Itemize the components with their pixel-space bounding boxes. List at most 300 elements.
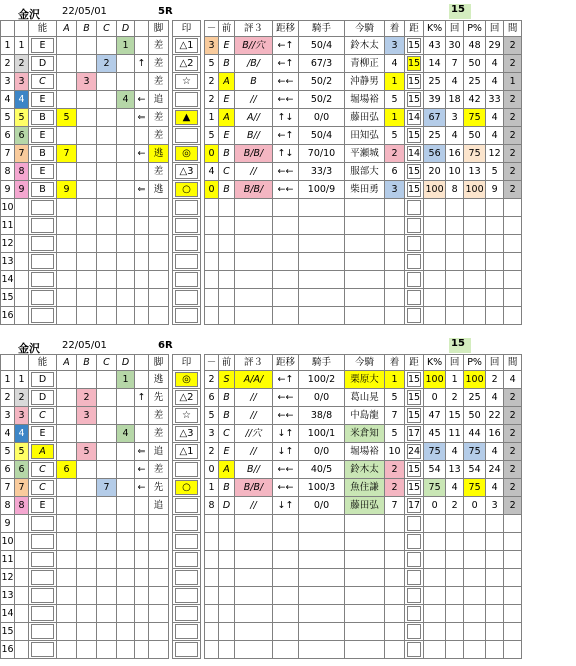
rank-b: 3 bbox=[77, 73, 97, 91]
ability-grade: E bbox=[31, 92, 54, 107]
prev-grade: B bbox=[219, 181, 235, 199]
empty-cell bbox=[299, 569, 345, 587]
empty-cell bbox=[486, 569, 504, 587]
empty-cell bbox=[486, 515, 504, 533]
empty-cell bbox=[205, 569, 219, 587]
empty-cell bbox=[405, 605, 424, 623]
empty-cell bbox=[446, 515, 464, 533]
prev-grade: B bbox=[219, 389, 235, 407]
empty-cell bbox=[173, 605, 201, 623]
rank-c bbox=[97, 407, 117, 425]
empty-cell bbox=[15, 551, 29, 569]
empty-cell bbox=[299, 253, 345, 271]
horse-row[interactable] bbox=[1, 407, 522, 425]
current-jockey: 柴田勇 bbox=[345, 181, 385, 199]
gate-number: 2 bbox=[15, 389, 29, 407]
empty-cell bbox=[273, 641, 299, 659]
eval3: // bbox=[235, 407, 273, 425]
ability-grade: C bbox=[31, 408, 54, 423]
k-percent: 100 bbox=[424, 371, 446, 389]
empty-cell bbox=[446, 623, 464, 641]
horse-row[interactable] bbox=[1, 73, 522, 91]
p-percent: 44 bbox=[464, 425, 486, 443]
empty-cell bbox=[149, 253, 169, 271]
horse-row[interactable] bbox=[1, 181, 522, 199]
running-style: 追 bbox=[149, 443, 169, 461]
empty-cell bbox=[15, 289, 29, 307]
empty-cell bbox=[299, 533, 345, 551]
empty-cell bbox=[29, 533, 57, 551]
prev-grade: A bbox=[219, 461, 235, 479]
minus-value: 0 bbox=[205, 461, 219, 479]
rank-b bbox=[77, 497, 97, 515]
jockey-stat: 50/2 bbox=[299, 91, 345, 109]
empty-cell bbox=[405, 551, 424, 569]
p-percent: 13 bbox=[464, 163, 486, 181]
empty-cell bbox=[504, 641, 522, 659]
col-header-gap: 間 bbox=[504, 21, 522, 37]
minus-value: 1 bbox=[205, 479, 219, 497]
empty-cell bbox=[345, 199, 385, 217]
empty-cell bbox=[205, 289, 219, 307]
ability-cell bbox=[29, 389, 57, 407]
minus-value: 6 bbox=[205, 389, 219, 407]
empty-cell bbox=[504, 307, 522, 325]
row-number: 13 bbox=[1, 253, 15, 271]
empty-cell bbox=[29, 641, 57, 659]
empty-cell bbox=[385, 641, 405, 659]
distance-value bbox=[407, 552, 421, 567]
distance-value: 17 bbox=[408, 500, 421, 511]
empty-row bbox=[1, 533, 522, 551]
empty-cell bbox=[117, 551, 135, 569]
ability-cell bbox=[29, 109, 57, 127]
interval: 2 bbox=[504, 443, 522, 461]
k-percent: 47 bbox=[424, 407, 446, 425]
empty-cell bbox=[464, 623, 486, 641]
running-style: 差 bbox=[149, 37, 169, 55]
current-jockey: 魚住謙 bbox=[345, 479, 385, 497]
finish-position: 3 bbox=[385, 37, 405, 55]
k-runs: 30 bbox=[446, 37, 464, 55]
rank-a: 6 bbox=[57, 461, 77, 479]
empty-cell bbox=[15, 253, 29, 271]
empty-cell bbox=[504, 235, 522, 253]
p-runs: 12 bbox=[486, 145, 504, 163]
ability-grade: A bbox=[31, 444, 54, 459]
distance-cell bbox=[405, 181, 424, 199]
empty-cell bbox=[405, 587, 424, 605]
empty-cell bbox=[504, 253, 522, 271]
col-header-mark: 印 bbox=[173, 21, 201, 37]
empty-cell bbox=[504, 605, 522, 623]
empty-cell bbox=[173, 587, 201, 605]
row-number: 10 bbox=[1, 533, 15, 551]
distance-cell bbox=[405, 371, 424, 389]
distance-cell bbox=[405, 145, 424, 163]
k-runs: 7 bbox=[446, 55, 464, 73]
distance-cell bbox=[405, 127, 424, 145]
trend-arrow bbox=[135, 497, 149, 515]
row-number: 12 bbox=[1, 235, 15, 253]
rank-a bbox=[57, 443, 77, 461]
field-size: 15 bbox=[449, 4, 471, 19]
distance-value bbox=[407, 588, 421, 603]
empty-cell bbox=[77, 307, 97, 325]
empty-cell bbox=[299, 551, 345, 569]
ability-cell bbox=[29, 37, 57, 55]
rank-a bbox=[57, 127, 77, 145]
empty-cell bbox=[57, 605, 77, 623]
col-header-blank bbox=[1, 355, 15, 371]
empty-cell bbox=[273, 551, 299, 569]
col-header-dist: 距移 bbox=[273, 21, 299, 37]
empty-cell bbox=[57, 641, 77, 659]
horse-number: 8 bbox=[1, 497, 15, 515]
rank-a bbox=[57, 163, 77, 181]
horse-row[interactable] bbox=[1, 461, 522, 479]
p-runs: 24 bbox=[486, 461, 504, 479]
horse-row[interactable] bbox=[1, 389, 522, 407]
gate-number: 1 bbox=[15, 37, 29, 55]
row-number: 16 bbox=[1, 641, 15, 659]
p-percent: 25 bbox=[464, 73, 486, 91]
empty-cell bbox=[464, 605, 486, 623]
interval: 2 bbox=[504, 479, 522, 497]
jockey-stat: 100/1 bbox=[299, 425, 345, 443]
empty-cell bbox=[385, 235, 405, 253]
rank-d: 1 bbox=[117, 37, 135, 55]
running-style: 先 bbox=[149, 389, 169, 407]
col-header-now: 今騎 bbox=[345, 355, 385, 371]
p-runs: 16 bbox=[486, 425, 504, 443]
col-header-blank bbox=[15, 21, 29, 37]
jockey-stat: 50/4 bbox=[299, 127, 345, 145]
prediction-mark bbox=[175, 308, 198, 323]
prediction-mark-cell bbox=[173, 479, 201, 497]
trend-arrow: ← bbox=[135, 145, 149, 163]
empty-cell bbox=[29, 235, 57, 253]
empty-cell bbox=[29, 199, 57, 217]
empty-cell bbox=[235, 271, 273, 289]
race-table bbox=[0, 20, 522, 325]
empty-cell bbox=[205, 551, 219, 569]
empty-cell bbox=[235, 217, 273, 235]
finish-position: 2 bbox=[385, 479, 405, 497]
distance-value bbox=[407, 534, 421, 549]
horse-row[interactable] bbox=[1, 55, 522, 73]
rank-c: 7 bbox=[97, 479, 117, 497]
horse-row[interactable] bbox=[1, 127, 522, 145]
rank-d: 4 bbox=[117, 425, 135, 443]
race-header bbox=[0, 338, 576, 354]
rank-a: 5 bbox=[57, 109, 77, 127]
horse-row[interactable] bbox=[1, 91, 522, 109]
empty-cell bbox=[446, 569, 464, 587]
ability-grade bbox=[31, 290, 54, 305]
rank-c bbox=[97, 389, 117, 407]
prediction-mark: ○ bbox=[175, 480, 198, 495]
empty-cell bbox=[77, 515, 97, 533]
running-style: 逃 bbox=[149, 181, 169, 199]
prediction-mark: ○ bbox=[175, 182, 198, 197]
minus-value: 5 bbox=[205, 407, 219, 425]
empty-cell bbox=[235, 289, 273, 307]
rank-c bbox=[97, 73, 117, 91]
prediction-mark-cell bbox=[173, 443, 201, 461]
prediction-mark bbox=[175, 92, 198, 107]
minus-value: 5 bbox=[205, 127, 219, 145]
ability-cell bbox=[29, 443, 57, 461]
trend-arrow: ← bbox=[135, 461, 149, 479]
ability-cell bbox=[29, 91, 57, 109]
ability-grade bbox=[31, 642, 54, 657]
ability-grade: B bbox=[31, 182, 54, 197]
empty-cell bbox=[424, 641, 446, 659]
empty-cell bbox=[235, 253, 273, 271]
ability-cell bbox=[29, 181, 57, 199]
empty-cell bbox=[135, 551, 149, 569]
col-header-eval: 評３ bbox=[235, 21, 273, 37]
finish-position: 5 bbox=[385, 389, 405, 407]
race-number: 6R bbox=[158, 340, 173, 351]
empty-cell bbox=[117, 605, 135, 623]
empty-cell bbox=[117, 289, 135, 307]
empty-cell bbox=[486, 587, 504, 605]
ability-grade: D bbox=[31, 56, 54, 71]
empty-cell bbox=[117, 533, 135, 551]
distance-value: 15 bbox=[408, 94, 421, 105]
empty-cell bbox=[219, 551, 235, 569]
k-percent: 75 bbox=[424, 479, 446, 497]
horse-row[interactable] bbox=[1, 371, 522, 389]
empty-cell bbox=[345, 217, 385, 235]
ability-grade: E bbox=[31, 128, 54, 143]
empty-cell bbox=[57, 289, 77, 307]
rank-d: 1 bbox=[117, 371, 135, 389]
empty-cell bbox=[97, 551, 117, 569]
empty-row bbox=[1, 587, 522, 605]
empty-cell bbox=[405, 623, 424, 641]
p-runs: 4 bbox=[486, 479, 504, 497]
minus-value: 2 bbox=[205, 443, 219, 461]
empty-row bbox=[1, 199, 522, 217]
rank-c: 2 bbox=[97, 55, 117, 73]
k-runs: 2 bbox=[446, 497, 464, 515]
empty-cell bbox=[235, 569, 273, 587]
rank-a bbox=[57, 37, 77, 55]
empty-cell bbox=[149, 235, 169, 253]
horse-row[interactable] bbox=[1, 497, 522, 515]
ability-cell bbox=[29, 73, 57, 91]
empty-cell bbox=[29, 569, 57, 587]
eval3: A// bbox=[235, 109, 273, 127]
empty-cell bbox=[446, 605, 464, 623]
empty-cell bbox=[504, 623, 522, 641]
prediction-mark-cell bbox=[173, 407, 201, 425]
k-percent: 45 bbox=[424, 425, 446, 443]
row-number: 9 bbox=[1, 515, 15, 533]
rank-c bbox=[97, 443, 117, 461]
empty-cell bbox=[219, 623, 235, 641]
empty-cell bbox=[149, 217, 169, 235]
rank-b bbox=[77, 37, 97, 55]
prediction-mark bbox=[175, 534, 198, 549]
gate-number: 6 bbox=[15, 461, 29, 479]
empty-cell bbox=[149, 199, 169, 217]
empty-cell bbox=[15, 569, 29, 587]
interval: 2 bbox=[504, 145, 522, 163]
empty-cell bbox=[205, 253, 219, 271]
k-percent: 75 bbox=[424, 443, 446, 461]
rank-a: 7 bbox=[57, 145, 77, 163]
p-runs: 2 bbox=[486, 371, 504, 389]
empty-cell bbox=[446, 271, 464, 289]
horse-row[interactable] bbox=[1, 109, 522, 127]
eval3: B bbox=[235, 73, 273, 91]
empty-cell bbox=[273, 289, 299, 307]
eval3: //穴 bbox=[235, 425, 273, 443]
empty-cell bbox=[77, 235, 97, 253]
jockey-stat: 50/4 bbox=[299, 37, 345, 55]
empty-cell bbox=[299, 605, 345, 623]
horse-number: 3 bbox=[1, 73, 15, 91]
col-header-m: － bbox=[205, 21, 219, 37]
empty-cell bbox=[424, 605, 446, 623]
distance-shift: ↑↓ bbox=[273, 109, 299, 127]
prediction-mark: △3 bbox=[175, 426, 198, 441]
ability-cell bbox=[29, 479, 57, 497]
rank-c bbox=[97, 109, 117, 127]
rank-d bbox=[117, 109, 135, 127]
eval3: A/A/ bbox=[235, 371, 273, 389]
distance-cell bbox=[405, 425, 424, 443]
horse-row[interactable] bbox=[1, 37, 522, 55]
empty-cell bbox=[486, 623, 504, 641]
empty-cell bbox=[446, 587, 464, 605]
prev-grade: E bbox=[219, 91, 235, 109]
prediction-mark-cell bbox=[173, 109, 201, 127]
horse-number: 2 bbox=[1, 55, 15, 73]
empty-cell bbox=[15, 199, 29, 217]
k-runs: 11 bbox=[446, 425, 464, 443]
k-runs: 10 bbox=[446, 163, 464, 181]
running-style: 逃 bbox=[149, 145, 169, 163]
rank-d bbox=[117, 497, 135, 515]
col-header-B: B bbox=[77, 21, 97, 37]
empty-cell bbox=[149, 271, 169, 289]
minus-value: 2 bbox=[205, 91, 219, 109]
empty-row bbox=[1, 271, 522, 289]
empty-cell bbox=[464, 217, 486, 235]
finish-position: 5 bbox=[385, 127, 405, 145]
row-number: 15 bbox=[1, 289, 15, 307]
horse-row[interactable] bbox=[1, 145, 522, 163]
p-percent: 50 bbox=[464, 407, 486, 425]
jockey-stat: 0/0 bbox=[299, 443, 345, 461]
empty-cell bbox=[97, 253, 117, 271]
horse-row[interactable] bbox=[1, 425, 522, 443]
horse-number: 2 bbox=[1, 389, 15, 407]
col-header-blank bbox=[135, 355, 149, 371]
p-percent: 100 bbox=[464, 181, 486, 199]
empty-cell bbox=[173, 533, 201, 551]
prediction-mark-cell bbox=[173, 461, 201, 479]
empty-cell bbox=[135, 605, 149, 623]
prediction-mark bbox=[175, 642, 198, 657]
empty-cell bbox=[219, 587, 235, 605]
gate-number: 1 bbox=[15, 371, 29, 389]
empty-cell bbox=[405, 235, 424, 253]
empty-cell bbox=[235, 515, 273, 533]
empty-cell bbox=[345, 235, 385, 253]
prediction-mark bbox=[175, 552, 198, 567]
current-jockey: 田知弘 bbox=[345, 127, 385, 145]
distance-cell bbox=[405, 55, 424, 73]
empty-cell bbox=[149, 551, 169, 569]
empty-cell bbox=[57, 217, 77, 235]
p-percent: 42 bbox=[464, 91, 486, 109]
empty-cell bbox=[173, 217, 201, 235]
empty-cell bbox=[424, 199, 446, 217]
empty-cell bbox=[57, 587, 77, 605]
empty-cell bbox=[504, 569, 522, 587]
empty-cell bbox=[235, 307, 273, 325]
prediction-mark-cell bbox=[173, 163, 201, 181]
horse-row[interactable] bbox=[1, 163, 522, 181]
prediction-mark: ◎ bbox=[175, 146, 198, 161]
col-header-dist: 距移 bbox=[273, 355, 299, 371]
empty-cell bbox=[205, 307, 219, 325]
empty-cell bbox=[205, 217, 219, 235]
k-runs: 16 bbox=[446, 145, 464, 163]
empty-cell bbox=[219, 307, 235, 325]
finish-position: 3 bbox=[385, 181, 405, 199]
p-runs: 9 bbox=[486, 181, 504, 199]
current-jockey: 葛山晃 bbox=[345, 389, 385, 407]
distance-value: 15 bbox=[408, 166, 421, 177]
eval3: // bbox=[235, 389, 273, 407]
empty-cell bbox=[135, 623, 149, 641]
empty-cell bbox=[173, 569, 201, 587]
col-header-C: C bbox=[97, 21, 117, 37]
ability-grade bbox=[31, 218, 54, 233]
col-header-B: B bbox=[77, 355, 97, 371]
empty-cell bbox=[464, 199, 486, 217]
empty-cell bbox=[97, 217, 117, 235]
horse-number: 5 bbox=[1, 443, 15, 461]
row-number: 16 bbox=[1, 307, 15, 325]
prev-grade: E bbox=[219, 37, 235, 55]
empty-cell bbox=[117, 307, 135, 325]
minus-value: 4 bbox=[205, 163, 219, 181]
empty-cell bbox=[345, 533, 385, 551]
prediction-mark-cell bbox=[173, 91, 201, 109]
running-style: 先 bbox=[149, 479, 169, 497]
empty-cell bbox=[486, 307, 504, 325]
empty-cell bbox=[173, 551, 201, 569]
ability-grade bbox=[31, 200, 54, 215]
empty-cell bbox=[385, 605, 405, 623]
empty-cell bbox=[97, 235, 117, 253]
empty-cell bbox=[385, 569, 405, 587]
ability-grade: E bbox=[31, 426, 54, 441]
col-header-p: P% bbox=[464, 355, 486, 371]
horse-row[interactable] bbox=[1, 443, 522, 461]
empty-cell bbox=[504, 587, 522, 605]
empty-cell bbox=[117, 271, 135, 289]
horse-row[interactable] bbox=[1, 479, 522, 497]
